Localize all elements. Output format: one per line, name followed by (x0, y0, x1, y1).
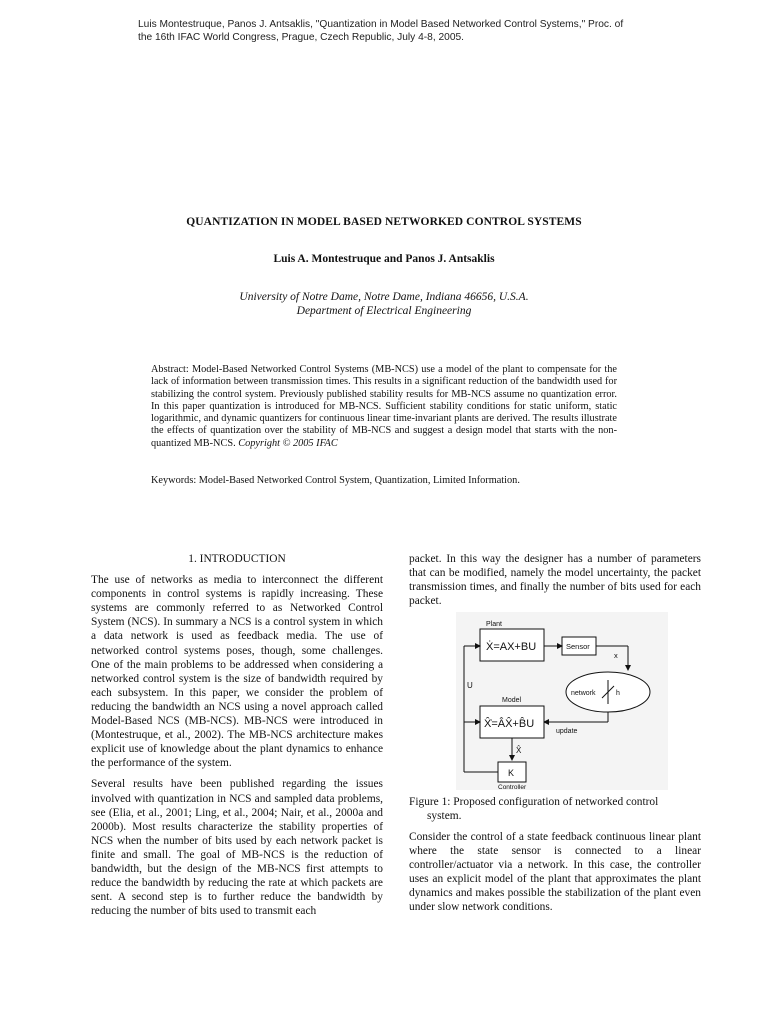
plant-equation: Ẋ=AX+BU (486, 641, 537, 653)
affiliation (0, 290, 768, 318)
update-label: update (556, 728, 578, 735)
k-label: K (508, 768, 515, 778)
xhat-label: X̂ (516, 746, 522, 755)
abstract-text: Abstract: Model-Based Networked Control Systems (MB-NCS) use a model of the plant to compensate for the lack of information between transmission times. This results in a significant reduction of the bandwidth used for stabilizing the control system. Previously published stability results for MB-NCS assume no quantization error. In this paper quantization is introduced for MB-NCS. Sufficient stability conditions for static uniform, static logarithmic, and dynamic quantizers for continuous linear time-invariant plants are derived. The results illustrate the effects of quantization over the stability of MB-NCS and suggest a design model that starts with the non-quantized MB-NCS. (151, 364, 617, 449)
controller-label: Controller (498, 784, 527, 790)
paper-authors: Luis A. Montestruque and Panos J. Antsaklis (273, 253, 495, 265)
figure-caption-line-2: system. (427, 810, 462, 823)
network-label: network (571, 690, 596, 697)
sensor-label: Sensor (566, 642, 590, 651)
intro-paragraph-1: The use of networks as media to interconnect the different components in control systems is rapidly increasing. These systems are commonly referred to as Networked Control System (NCS). In summary a NCS is a control system in which a data network is used as feedback media. The use of networked control systems poses, though, some challenges. One of the main problems to be addressed when considering a networked control system is the size of bandwidth required by each subsystem. In this paper, we consider the problem of reducing the bandwidth an NCS using a novel approach called Model-Based NCS (MB-NCS). MB-NCS were introduced in (Montestruque, et al., 2002). The MB-NCS architecture makes explicit use of knowledge about the plant dynamics to enhance the performance of the system. (91, 574, 383, 770)
keywords: Keywords: Model-Based Networked Control System, Quantization, Limited Information. (151, 475, 520, 486)
figure-1-caption (409, 795, 701, 823)
model-label: Model (502, 697, 522, 704)
intro-paragraph-2: Several results have been published regarding the issues involved with quantization in NCS and sampled data problems, see (Elia, et al., 2001; Ling, et al., 2004; Nair, et al., 2000a and 2000b). Most results characterize the stability properties of NCS when the number of bits used by each network packet is finite and small. The goal of MB-NCS is the reduction of bandwidth, but the design of the MB-NCS first attempts to reduce the bandwidth by reducing the rate at which packets are sent. A second step is to further reduce the bandwidth by reducing the number of bits used to transmit each (91, 778, 383, 918)
right-column (409, 552, 701, 615)
abstract-copyright: Copyright © 2005 IFAC (238, 437, 338, 449)
affiliation-line-2: Department of Electrical Engineering (296, 305, 472, 317)
intro-paragraph-4: Consider the control of a state feedback continuous linear plant where the state sensor is connected to a linear controller/actuator via a network. In this case, the controller uses an explicit model of the plant that approximates the plant dynamics and makes possible the stabilization of the plant even under slow network conditions. (409, 831, 701, 914)
plant-label: Plant (486, 621, 502, 628)
citation-line-2: the 16th IFAC World Congress, Prague, Czech Republic, July 4-8, 2005. (138, 32, 464, 43)
abstract (151, 364, 617, 450)
figure-1-diagram (456, 612, 668, 790)
affiliation-line-1: University of Notre Dame, Notre Dame, Indiana 46656, U.S.A. (239, 291, 529, 303)
u-label: U (467, 681, 473, 690)
paper-title: QUANTIZATION IN MODEL BASED NETWORKED CONTROL SYSTEMS (186, 216, 582, 228)
intro-paragraph-3: packet. In this way the designer has a number of parameters that can be modified, namely the model uncertainty, the packet transmission times, and finally the number of bits used for each packet. (409, 553, 701, 608)
right-column-lower (409, 830, 701, 922)
h-label: h (616, 690, 620, 697)
figure-caption-line-1: Figure 1: Proposed configuration of networked control (409, 796, 659, 808)
citation-header (138, 18, 658, 44)
citation-line-1: Luis Montestruque, Panos J. Antsaklis, "Quantization in Model Based Networked Control Systems," Proc. of (138, 19, 624, 30)
x-label: x (614, 651, 618, 660)
left-column (91, 552, 383, 925)
section-heading-introduction: 1. INTRODUCTION (188, 553, 286, 565)
model-equation: X̂̇=ÂX̂+B̂U (484, 718, 535, 730)
